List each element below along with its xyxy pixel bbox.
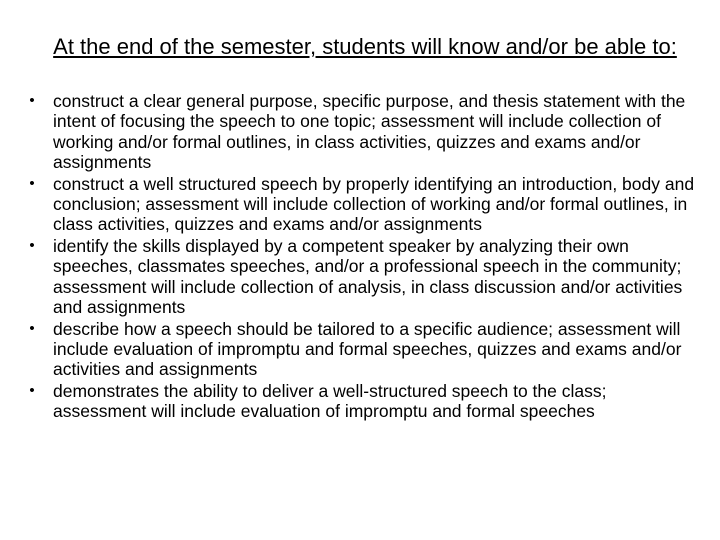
bullet-icon: • bbox=[29, 382, 35, 400]
bullet-text: identify the skills displayed by a competent speaker by analyzing their own speeches, classmates speeches, and/or a professional speech in the community; assessment will include collection of analysis, in class discussion and/or activities and assignments bbox=[53, 236, 683, 317]
list-item bbox=[26, 91, 700, 172]
bullet-text: construct a clear general purpose, specific purpose, and thesis statement with the intent of focusing the speech to one topic; assessment will include collection of working and/or formal outlines, in class activities, quizzes and exams and/or assignments bbox=[53, 91, 686, 172]
list-item bbox=[26, 381, 700, 422]
list-item bbox=[26, 319, 700, 380]
bullet-icon: • bbox=[29, 237, 35, 255]
list-item bbox=[26, 236, 700, 317]
slide-title: At the end of the semester, students will know and/or be able to: bbox=[53, 34, 677, 59]
bullet-list bbox=[26, 91, 700, 423]
list-item bbox=[26, 174, 700, 235]
bullet-text: construct a well structured speech by properly identifying an introduction, body and conclusion; assessment will include collection of working and/or formal outlines, in class activities, quizzes and exams and/or assignments bbox=[53, 173, 695, 235]
bullet-icon: • bbox=[29, 92, 35, 109]
bullet-icon: • bbox=[29, 174, 35, 192]
bullet-text: demonstrates the ability to deliver a well-structured speech to the class; assessment will include evaluation of impromptu and formal speeches bbox=[53, 381, 607, 422]
bullet-text: describe how a speech should be tailored to a specific audience; assessment will include evaluation of impromptu and formal speeches, quizzes and exams and/or activities and assignments bbox=[53, 318, 682, 380]
bullet-icon: • bbox=[29, 319, 35, 337]
